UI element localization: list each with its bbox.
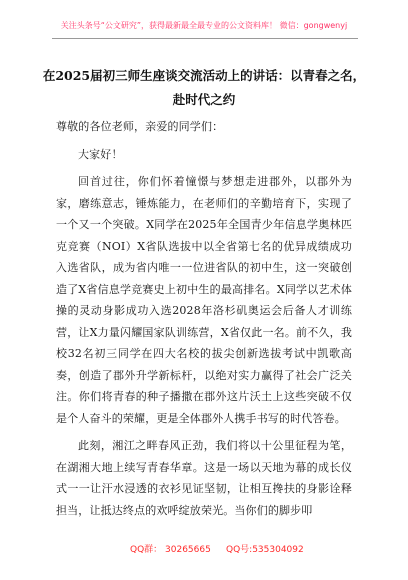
page-header [0,20,408,31]
footer-qq-number: QQ号:535304092 [226,545,304,555]
body-paragraph: 此刻，湘江之畔春风正劲，我们将以十公里征程为笔，在湖湘大地上续写青春华章。这是一场以天地为幕的成长仪式一一让汗水浸透的衣衫见证坚韧，让相互搀扶的身影诠释担当，让抵达终点的欢呼绽放荣光。当你们的脚步叩 [56,439,352,517]
salutation: 尊敬的各位老师，亲爱的同学们： [56,120,224,133]
document-body [56,116,352,521]
footer-qq-group: QQ群： 30265665 [130,545,211,555]
document-title [40,64,368,112]
header-divider [52,38,358,39]
page-footer [0,542,408,558]
header-promo-text: 关注头条号“公文研究”，获得最新最全最专业的公文资料库！ 微信：gongwenyj [60,21,348,30]
body-paragraph: 回首过往，你们怀着憧憬与梦想走进郡外，以郡外为家，磨练意志，锤炼能力，在老师们的辛勤培育下，实现了一个又一个突破。X同学在2025年全国青少年信息学奥林匹克竞赛（NOI）X省队选拔中以全省第七名的优异成绩成功入选省队，成为省内唯一一位进省队的初中生，这一突破创造了X省信息学竞赛史上初中生的最高排名。X同学以艺术体操的灵动身影成功入选2028年洛杉矶奥运会后备人才训练营，让X力量闪耀国家队训练营，X省仅此一名。前不久，我校32名初三同学在四大名校的拔尖创新选拔考试中凯歌高奏，创造了郡外升学新标杆，以绝对实力赢得了社会广泛关注。你们将青春的种子播撒在郡外这片沃土上这些突破不仅是个人奋斗的荣耀，更是全体郡外人携手书写的时代答卷。 [56,175,352,425]
greeting: 大家好！ [78,147,123,161]
title-line-1: 在2025届初三师生座谈交流活动上的讲话：以青春之名， [42,68,366,83]
title-line-2: 赴时代之约 [172,92,236,107]
